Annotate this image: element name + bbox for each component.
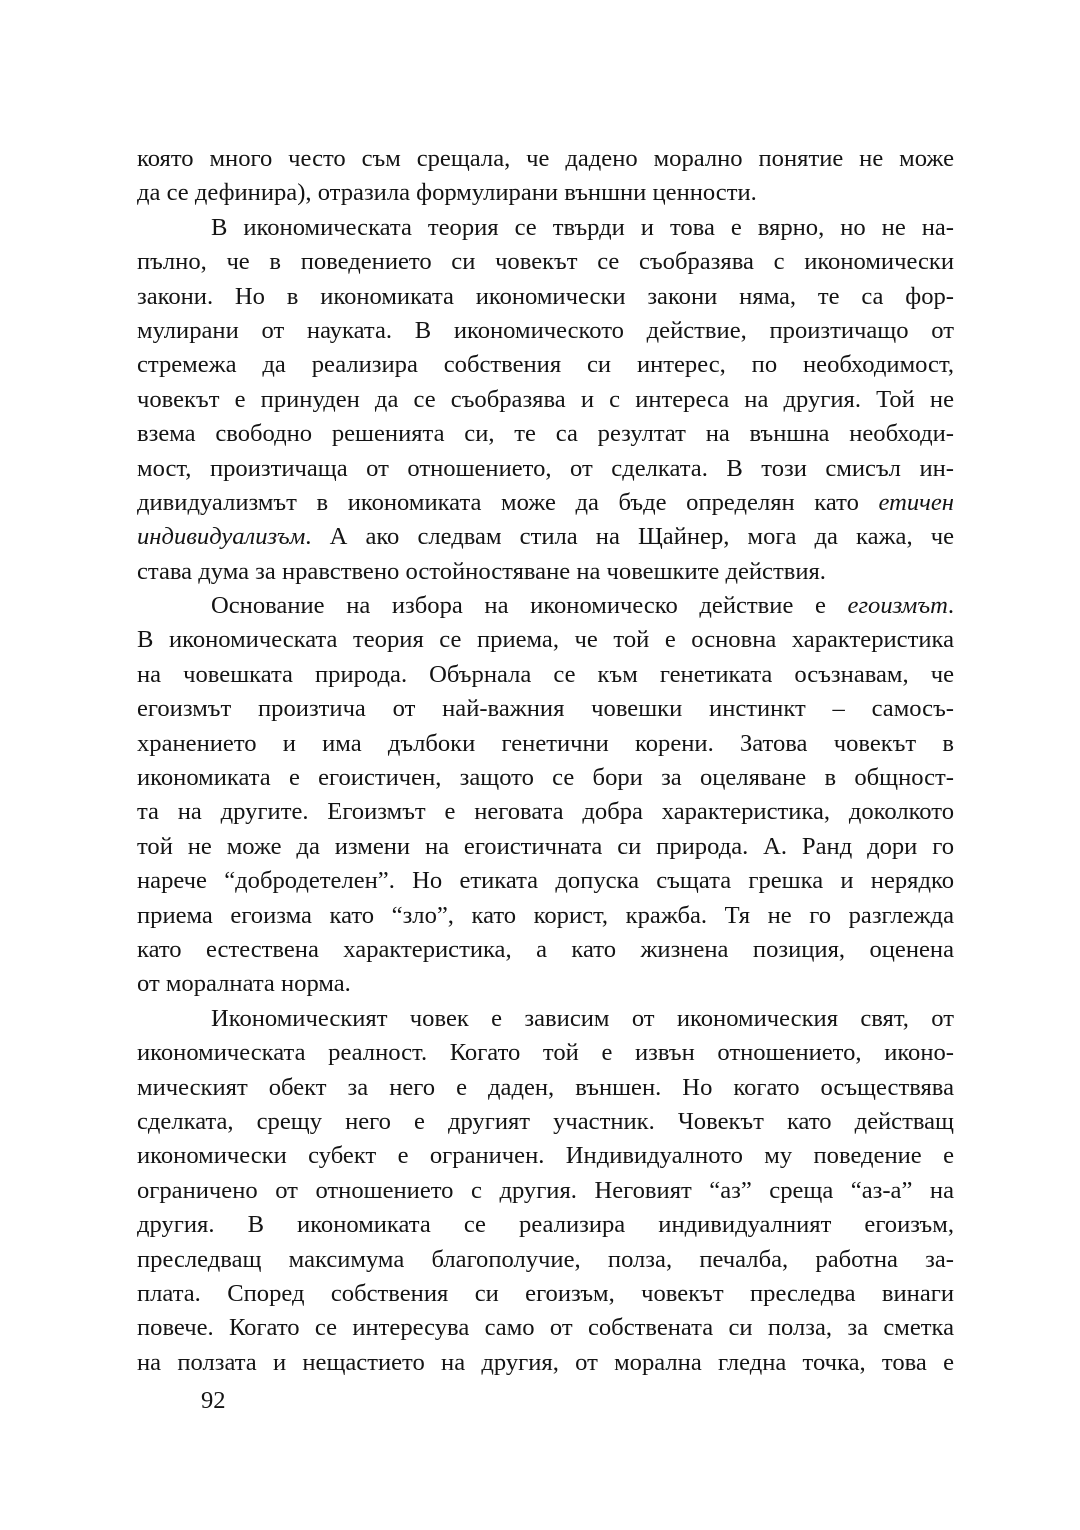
text-line bbox=[137, 1071, 954, 1105]
text-line bbox=[137, 589, 954, 623]
text-segment: егоизмът произтича от най-важния човешки инстинкт – самосъ- bbox=[137, 695, 954, 723]
text-line bbox=[137, 348, 954, 382]
text-segment: икономическата реалност. Когато той е извън отношението, иконо- bbox=[137, 1039, 954, 1067]
page-number: 92 bbox=[201, 1387, 226, 1414]
text-line bbox=[137, 795, 954, 829]
text-line bbox=[137, 142, 954, 176]
body-text bbox=[137, 142, 954, 1380]
text-line bbox=[137, 761, 954, 795]
text-segment: . А ако следвам стила на Щайнер, мога да кажа, че bbox=[305, 523, 954, 551]
text-segment: мост, произтичаща от отношението, от сделката. В този смисъл ин- bbox=[137, 454, 954, 482]
text-line bbox=[137, 623, 954, 657]
text-line bbox=[137, 486, 954, 520]
text-segment: другия. В икономиката се реализира индивидуалният егоизъм, bbox=[137, 1211, 954, 1239]
text-segment: та на другите. Егоизмът е неговата добра характеристика, доколкото bbox=[137, 798, 954, 826]
text-segment: хранението и има дълбоки генетични корени. Затова човекът в bbox=[137, 729, 954, 757]
text-line bbox=[137, 1208, 954, 1242]
text-segment: повече. Когато се интересува само от собствената си полза, за сметка bbox=[137, 1314, 954, 1342]
text-line bbox=[137, 1174, 954, 1208]
text-segment: плата. Според собствения си егоизъм, човекът преследва винаги bbox=[137, 1279, 954, 1307]
italic-term: индивидуализъм bbox=[137, 523, 306, 551]
italic-term: егоизмът bbox=[847, 592, 948, 620]
text-line bbox=[137, 417, 954, 451]
text-line bbox=[137, 245, 954, 279]
text-segment: взема свободно решенията си, те са резултат на външна необходи- bbox=[137, 420, 954, 448]
text-line bbox=[137, 1277, 954, 1311]
text-segment: В икономическата теория се твърди и това е вярно, но не на- bbox=[211, 213, 954, 241]
text-segment: от моралната норма. bbox=[137, 970, 351, 998]
text-segment: приема егоизма като “зло”, като корист, кражба. Тя не го разглежда bbox=[137, 901, 954, 929]
text-line bbox=[137, 1139, 954, 1173]
text-line bbox=[137, 280, 954, 314]
text-line bbox=[137, 452, 954, 486]
text-line bbox=[137, 692, 954, 726]
text-segment: закони. Но в икономиката икономически закони няма, те са фор- bbox=[137, 282, 954, 310]
text-line bbox=[137, 933, 954, 967]
text-segment: да се дефинира), отразила формулирани външни ценности. bbox=[137, 179, 757, 207]
text-segment: човекът е принуден да се съобразява и с интереса на другия. Той не bbox=[137, 385, 954, 413]
text-line bbox=[137, 1346, 954, 1380]
text-segment: . bbox=[947, 592, 954, 620]
text-segment: мулирани от науката. В икономическото действие, произтичащо от bbox=[137, 316, 954, 344]
text-segment: мическият обект за него е даден, външен. Но когато осъществява bbox=[137, 1073, 954, 1101]
text-line bbox=[137, 967, 954, 1001]
text-line bbox=[137, 555, 954, 589]
text-segment: икономиката е егоистичен, защото се бори за оцеляване в общност- bbox=[137, 764, 954, 792]
text-segment: сделката, срещу него е другият участник. Човекът като действащ bbox=[137, 1107, 954, 1135]
text-segment: става дума за нравствено остойностяване на човешките действия. bbox=[137, 557, 826, 585]
text-line bbox=[137, 727, 954, 761]
text-segment: нарече “добродетелен”. Но етиката допуска същата грешка и нерядко bbox=[137, 867, 954, 895]
text-segment: ограничено от отношението с другия. Неговият “аз” среща “аз-а” на bbox=[137, 1176, 954, 1204]
text-segment: В икономическата теория се приема, че той е основна характеристика bbox=[137, 626, 954, 654]
text-segment: икономически субект е ограничен. Индивидуалното му поведение е bbox=[137, 1142, 954, 1170]
text-line bbox=[137, 864, 954, 898]
text-line bbox=[137, 314, 954, 348]
text-line bbox=[137, 176, 954, 210]
text-line bbox=[137, 1036, 954, 1070]
text-line bbox=[137, 1002, 954, 1036]
text-segment: преследващ максимума благополучие, полза, печалба, работна за- bbox=[137, 1245, 954, 1273]
text-line bbox=[137, 658, 954, 692]
text-segment: той не може да измени на егоистичната си природа. А. Ранд дори го bbox=[137, 832, 954, 860]
text-segment: дивидуализмът в икономиката може да бъде определян като bbox=[137, 488, 879, 516]
text-line bbox=[137, 1243, 954, 1277]
text-segment: Основание на избора на икономическо действие е bbox=[211, 592, 848, 620]
text-segment: като естествена характеристика, а като жизнена позиция, оценена bbox=[137, 935, 954, 963]
text-line bbox=[137, 520, 954, 554]
text-line bbox=[137, 1105, 954, 1139]
text-segment: на ползата и нещастието на другия, от моралнa гледна точка, това е bbox=[137, 1348, 954, 1376]
text-line bbox=[137, 830, 954, 864]
text-segment: която много често съм срещала, че дадено морално понятие не може bbox=[137, 145, 954, 172]
text-segment: пълно, че в поведението си човекът се съобразява с икономически bbox=[137, 248, 954, 276]
text-line bbox=[137, 383, 954, 417]
text-segment: на човешката природа. Обърнала се към генетиката осъзнавам, че bbox=[137, 660, 954, 688]
italic-term: етичен bbox=[878, 488, 954, 516]
text-line bbox=[137, 1311, 954, 1345]
text-segment: Икономическият човек е зависим от икономическия свят, от bbox=[211, 1004, 954, 1032]
text-segment: стремежа да реализира собствения си интерес, по необходимост, bbox=[137, 351, 954, 379]
text-line bbox=[137, 899, 954, 933]
text-line bbox=[137, 211, 954, 245]
